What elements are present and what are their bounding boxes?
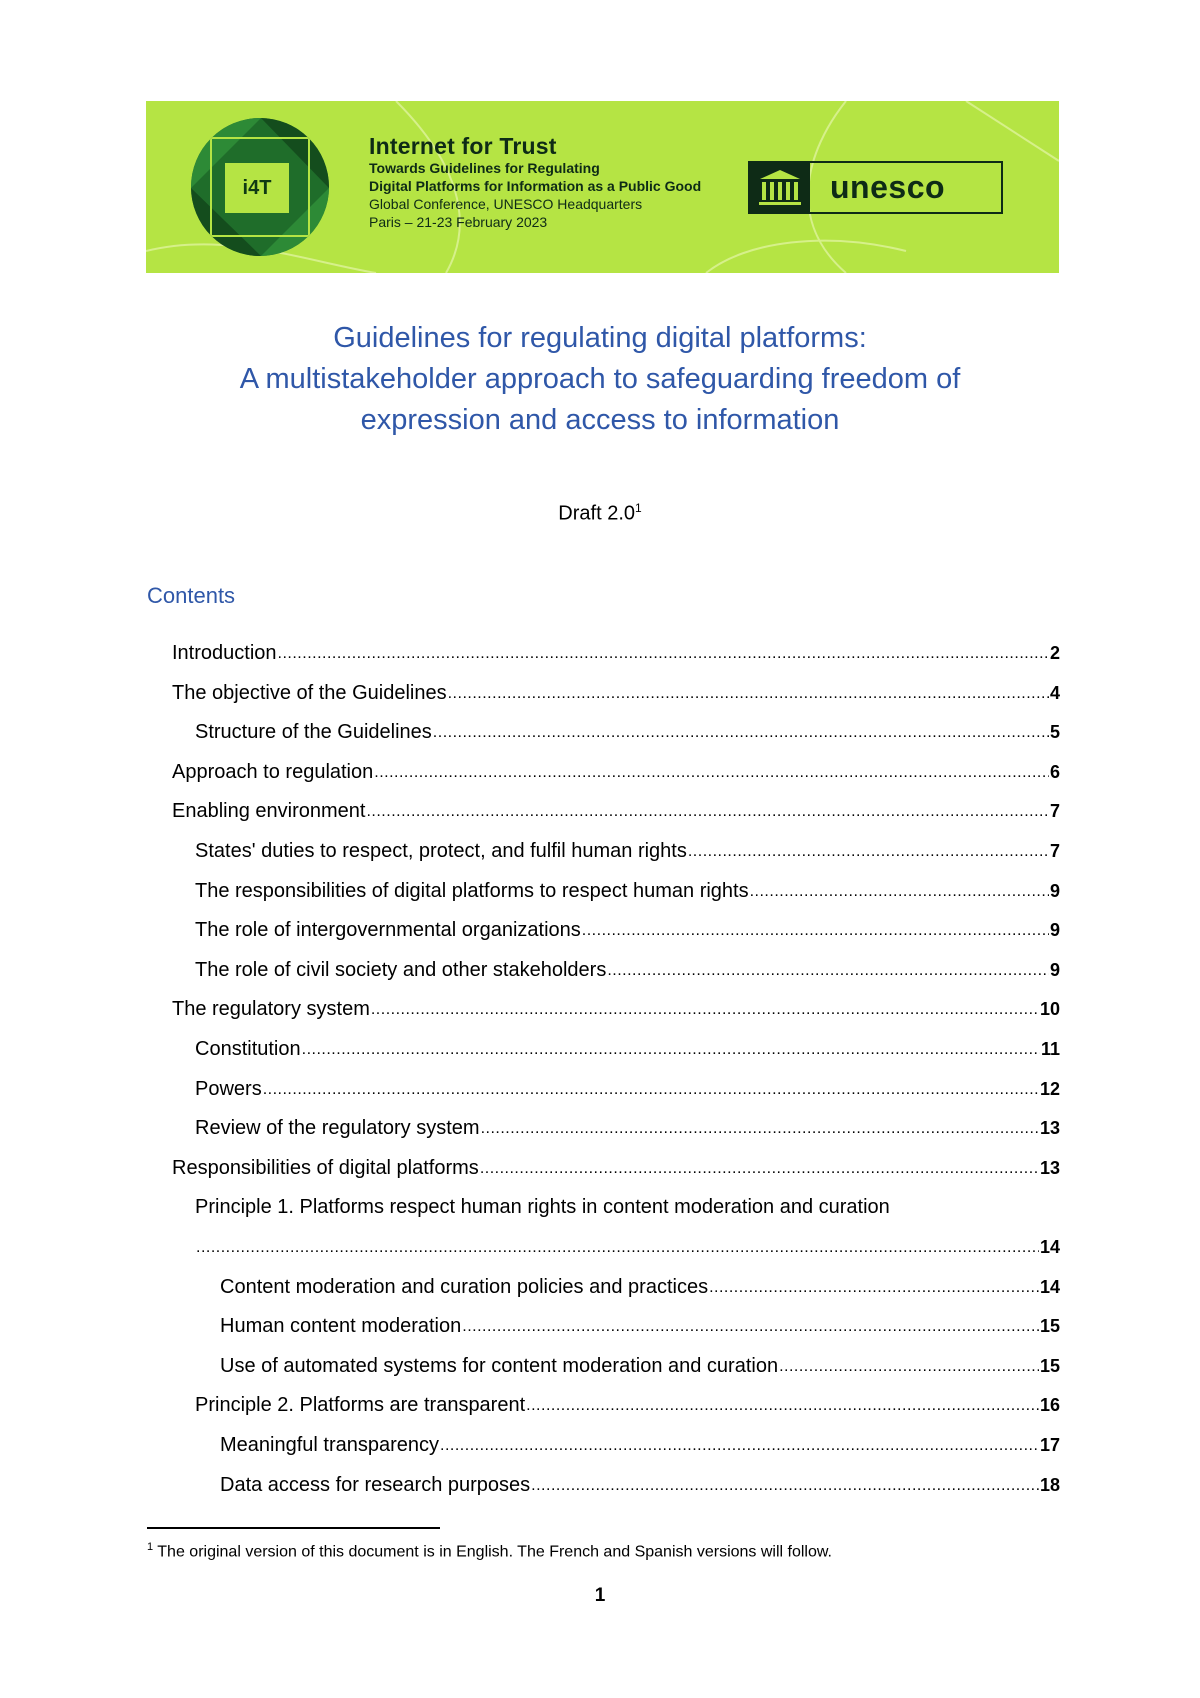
toc-entry-text: Principle 2. Platforms are transparent — [195, 1394, 526, 1417]
title-line: A multistakeholder approach to safeguarding freedom of — [239, 363, 961, 395]
toc-entry[interactable] — [220, 1313, 1060, 1339]
toc-entry[interactable] — [220, 1353, 1060, 1379]
toc-leader — [366, 802, 1049, 824]
banner-line: Global Conference, UNESCO Headquarters — [369, 196, 643, 212]
toc-entry[interactable] — [195, 1234, 1060, 1260]
toc-leader — [709, 1278, 1039, 1300]
toc-entry-text: The role of civil society and other stakeholders — [195, 958, 607, 981]
title-line: expression and access to information — [360, 404, 840, 436]
toc-page-number: 13 — [1039, 1157, 1060, 1178]
footnote-separator — [147, 1527, 440, 1529]
toc-entry-text: Data access for research purposes — [220, 1473, 531, 1496]
toc-page-number: 7 — [1049, 841, 1060, 861]
toc-entry[interactable] — [172, 759, 1060, 785]
toc-entry[interactable] — [195, 1076, 1060, 1102]
toc-page-number: 6 — [1049, 761, 1060, 782]
draft-text: Draft 2.0 — [558, 502, 635, 525]
toc-page-number: 9 — [1049, 880, 1060, 901]
banner-line: Towards Guidelines for Regulating — [369, 160, 600, 176]
toc-entry-text: Powers — [195, 1077, 262, 1100]
toc-entry[interactable] — [172, 680, 1060, 706]
toc-page-number: 17 — [1039, 1435, 1060, 1455]
toc-page-number: 15 — [1039, 1355, 1060, 1376]
toc-entry[interactable] — [220, 1432, 1060, 1458]
draft-label — [0, 501, 1200, 526]
toc-page-number: 2 — [1049, 643, 1060, 663]
footnote-text: The original version of this document is in English. The French and Spanish versions will follow. — [153, 1543, 832, 1561]
document-title — [100, 318, 1100, 441]
toc-leader — [448, 684, 1049, 706]
toc-entry-text: The objective of the Guidelines — [172, 681, 447, 704]
toc-page-number: 16 — [1039, 1395, 1060, 1416]
toc-page-number: 10 — [1039, 999, 1060, 1020]
toc-page-number: 9 — [1049, 920, 1060, 941]
toc-entry[interactable] — [172, 640, 1060, 666]
toc-leader — [371, 1000, 1039, 1022]
toc-page-number: 14 — [1039, 1237, 1060, 1257]
toc-entry[interactable] — [195, 957, 1060, 983]
toc-entry[interactable] — [172, 996, 1060, 1022]
toc-leader — [278, 644, 1049, 666]
banner-title: Internet for Trust — [369, 133, 557, 159]
toc-entry-text: Use of automated systems for content moderation and curation — [220, 1354, 779, 1377]
banner-text — [369, 133, 701, 231]
toc-entry-text: States' duties to respect, protect, and fulfil human rights — [195, 840, 687, 862]
toc-entry[interactable] — [195, 1115, 1060, 1141]
toc-entry[interactable] — [220, 1274, 1060, 1300]
toc-entry-text: Constitution — [195, 1038, 301, 1060]
toc-entry-text: Meaningful transparency — [220, 1434, 440, 1456]
toc-page-number: 18 — [1039, 1474, 1060, 1495]
toc-leader — [302, 1040, 1040, 1062]
toc-leader — [263, 1080, 1039, 1102]
toc-entry-text: Enabling environment — [172, 800, 366, 823]
toc-entry-text[interactable]: Principle 1. Platforms respect human rights in content moderation and curation — [195, 1196, 890, 1219]
toc-entry-text: Responsibilities of digital platforms — [172, 1156, 479, 1179]
page-number: 1 — [594, 1585, 606, 1606]
toc-page-number: 9 — [1049, 959, 1060, 980]
toc-leader — [582, 921, 1049, 943]
toc-entry-text: The regulatory system — [172, 998, 370, 1021]
toc-entry-text: Review of the regulatory system — [195, 1117, 480, 1140]
toc-entry-text: Human content moderation — [220, 1315, 462, 1338]
toc-entry[interactable] — [172, 798, 1060, 824]
unesco-temple-icon — [750, 163, 810, 212]
toc-entry-text: The responsibilities of digital platforms to respect human rights — [195, 879, 749, 902]
toc-leader — [433, 723, 1049, 745]
toc-entry[interactable] — [195, 838, 1060, 864]
toc-page-number: 12 — [1039, 1078, 1060, 1099]
toc-leader — [526, 1396, 1039, 1418]
toc-leader — [531, 1476, 1039, 1498]
unesco-logo — [748, 161, 1003, 214]
toc-page-number: 15 — [1039, 1316, 1060, 1337]
toc-entry[interactable] — [220, 1472, 1060, 1498]
toc-entry[interactable] — [195, 878, 1060, 904]
toc-entry-text: Approach to regulation — [172, 760, 374, 783]
toc-leader — [481, 1119, 1039, 1141]
toc-entry[interactable] — [195, 1392, 1060, 1418]
toc-entry-text: The role of intergovernmental organizations — [195, 919, 581, 942]
toc-leader — [779, 1357, 1039, 1379]
toc-entry[interactable] — [195, 719, 1060, 745]
toc-leader — [440, 1436, 1039, 1458]
toc-entry[interactable] — [195, 1036, 1060, 1062]
unesco-wordmark: unesco — [830, 169, 946, 205]
toc-entry-text: Introduction — [172, 642, 277, 664]
toc-leader — [462, 1317, 1039, 1339]
toc-page-number: 14 — [1039, 1276, 1060, 1297]
footnote — [147, 1541, 832, 1561]
toc-leader — [374, 763, 1049, 785]
title-line: Guidelines for regulating digital platforms: — [333, 322, 867, 354]
footnote-mark: 1 — [147, 1541, 154, 1553]
toc-entry[interactable] — [172, 1155, 1060, 1181]
toc-leader — [750, 882, 1049, 904]
contents-heading: Contents — [147, 583, 236, 608]
toc-page-number: 11 — [1040, 1039, 1060, 1059]
toc-leader — [688, 842, 1049, 864]
conference-banner — [146, 101, 1059, 273]
i4t-logo-text: i4T — [225, 163, 289, 213]
toc-leader — [607, 961, 1049, 983]
toc-page-number: 7 — [1049, 801, 1060, 822]
toc-page-number: 4 — [1049, 682, 1060, 703]
toc-page-number: 13 — [1039, 1118, 1060, 1139]
toc-leader — [480, 1159, 1039, 1181]
toc-page-number: 5 — [1049, 722, 1060, 743]
i4t-logo — [191, 118, 329, 256]
banner-line: Digital Platforms for Information as a Public Good — [369, 178, 702, 194]
toc-entry-text: Structure of the Guidelines — [195, 721, 432, 744]
toc-leader — [196, 1238, 1039, 1260]
toc-entry[interactable] — [195, 917, 1060, 943]
toc-entry-text: Content moderation and curation policies and practices — [220, 1275, 709, 1298]
banner-line: Paris – 21-23 February 2023 — [369, 214, 548, 230]
footnote-reference[interactable]: 1 — [635, 501, 642, 515]
